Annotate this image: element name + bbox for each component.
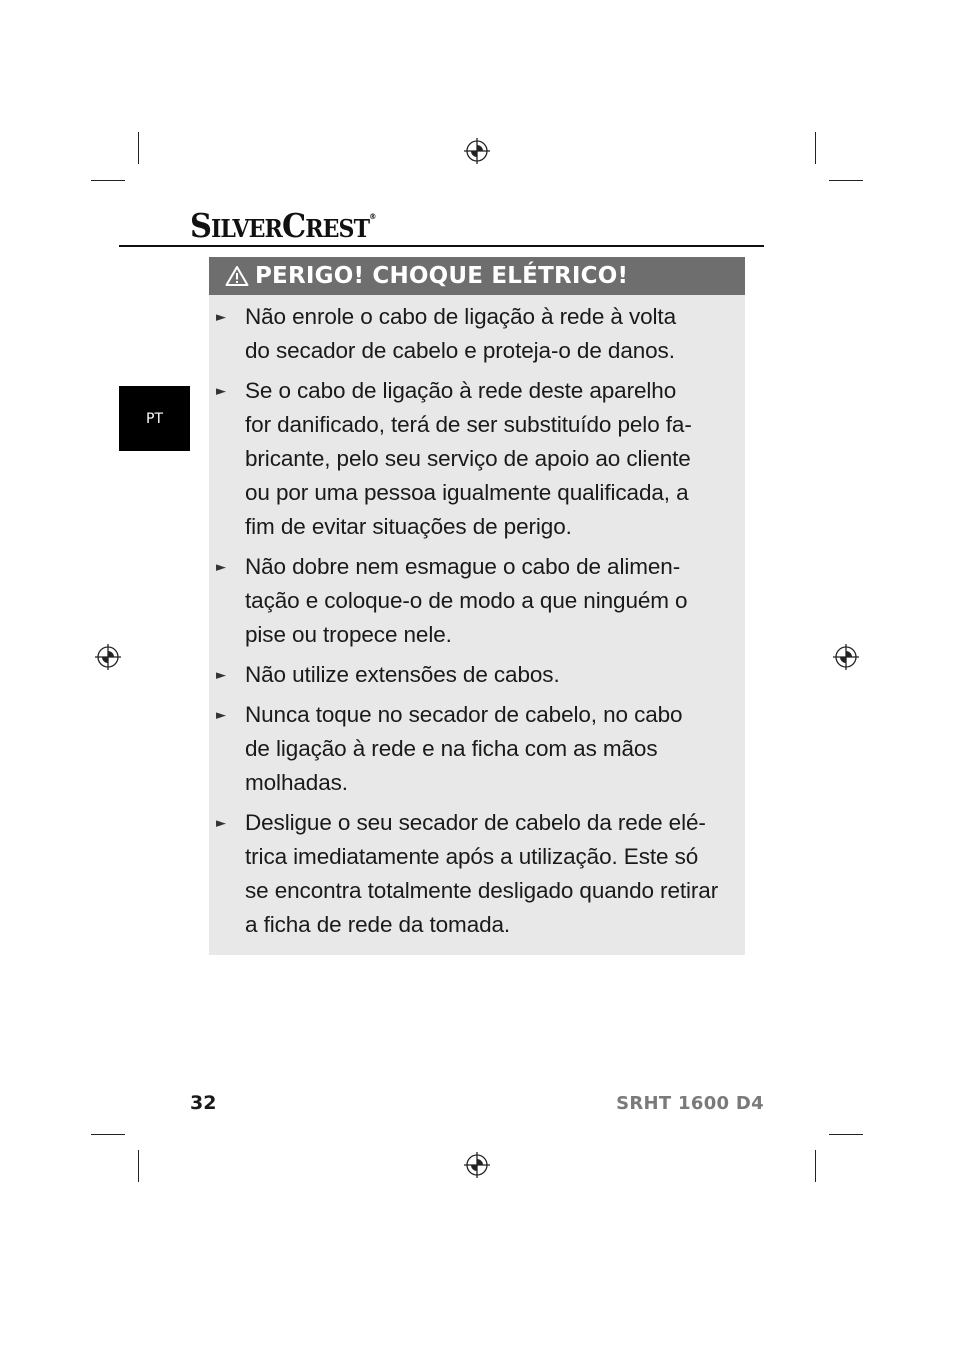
model-number: SRHT 1600 D4 xyxy=(616,1093,764,1114)
warning-list xyxy=(216,300,736,948)
warning-header xyxy=(209,257,745,295)
registration-mark-icon xyxy=(832,643,860,671)
bullet-arrow-icon: ► xyxy=(216,668,226,683)
list-item xyxy=(216,374,736,544)
registered-mark: ® xyxy=(369,212,376,221)
crop-mark xyxy=(91,180,125,181)
list-item xyxy=(216,550,736,652)
crop-mark xyxy=(815,132,816,164)
header-rule xyxy=(119,245,764,247)
list-item xyxy=(216,658,736,692)
list-item-text: Não utilize extensões de cabos. xyxy=(245,662,560,687)
list-item xyxy=(216,300,736,368)
list-item-text: Desligue o seu secador de cabelo da rede elé- trica imediatamente após a utilização. Este só se encontra totalmente desligado quando retirar a ficha de rede da tomada. xyxy=(245,810,719,937)
bullet-arrow-icon: ► xyxy=(216,310,226,325)
brand-logo: SILVERCREST® xyxy=(190,206,376,245)
crop-mark xyxy=(138,132,139,164)
bullet-arrow-icon: ► xyxy=(216,384,226,399)
page-number: 32 xyxy=(190,1092,217,1114)
crop-mark xyxy=(829,180,863,181)
crop-mark xyxy=(91,1134,125,1135)
warning-triangle-icon xyxy=(225,265,249,287)
registration-mark-icon xyxy=(94,643,122,671)
crop-mark xyxy=(829,1134,863,1135)
crop-mark xyxy=(138,1150,139,1182)
list-item xyxy=(216,698,736,800)
language-tab: PT xyxy=(119,386,190,451)
registration-mark-icon xyxy=(463,1151,491,1179)
list-item-text: Nunca toque no secador de cabelo, no cabo de ligação à rede e na ficha com as mãos molhadas. xyxy=(245,702,683,795)
bullet-arrow-icon: ► xyxy=(216,560,226,575)
list-item-text: Não enrole o cabo de ligação à rede à volta do secador de cabelo e proteja-o de danos. xyxy=(245,304,677,363)
bullet-arrow-icon: ► xyxy=(216,708,226,723)
bullet-arrow-icon: ► xyxy=(216,816,226,831)
crop-mark xyxy=(815,1150,816,1182)
warning-title: PERIGO! CHOQUE ELÉTRICO! xyxy=(255,263,629,289)
registration-mark-icon xyxy=(463,137,491,165)
list-item-text: Não dobre nem esmague o cabo de alimen- tação e coloque-o de modo a que ninguém o pise ou tropece nele. xyxy=(245,554,688,647)
list-item xyxy=(216,806,736,942)
list-item-text: Se o cabo de ligação à rede deste aparelho for danificado, terá de ser substituído pelo fa- bricante, pelo seu serviço de apoio ao cliente ou por uma pessoa igualmente qualificada, a fim de evitar situações de perigo. xyxy=(245,378,692,539)
